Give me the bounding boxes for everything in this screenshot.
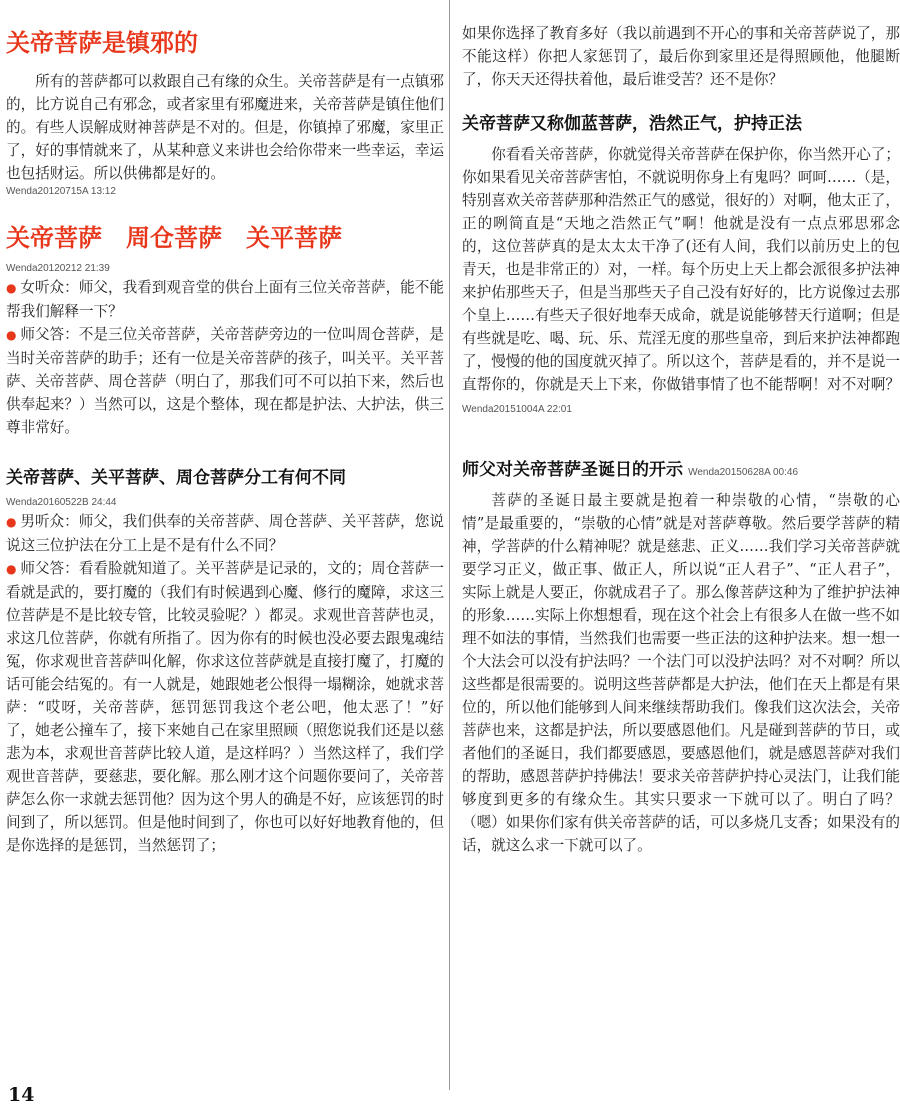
answer-paragraph: ● 师父答：不是三位关帝菩萨，关帝菩萨旁边的一位叫周仓菩萨，是当时关帝菩萨的助手；还有一位是关帝菩萨的孩子，叫关平。关平菩萨、关帝菩萨、周仓菩萨（明白了，那我们可不可以拍下来，然后也供奉起来？）当然可以，这是个整体，现在都是护法、大护法，供三尊非常好。 (6, 326, 444, 436)
section-title-birthday: 师父对关帝菩萨圣诞日的开示 (462, 460, 683, 480)
right-column (462, 0, 900, 857)
section-title-zhenxie: 关帝菩萨是镇邪的 (6, 29, 198, 57)
timestamp-2: Wenda20120212 21:39 (6, 263, 110, 274)
bullet-icon: ● (6, 562, 21, 576)
question-paragraph: ● 女听众：师父，我看到观音堂的供台上面有三位关帝菩萨，能不能帮我们解释一下？ (6, 279, 444, 320)
section-body-qielan: 你看看关帝菩萨，你就觉得关帝菩萨在保护你，你当然开心了；你如果看见关帝菩萨害怕，不就说明你身上有鬼吗？呵呵……（是，特别喜欢关帝菩萨那种浩然正气的感觉，很好的）对啊，他太正了，正的咧简直是“天地之浩然正气”啊！他就是没有一点点邪思邪念的，这位菩萨真的是太太太干净了(还有人间，我们以前历史上的包青天，也是非常正的）对，一样。每个历史上天上都会派很多护法神来护佑那些天子，但是当那些天子自己没有好好的，比方说像过去那个皇上……有些天子很好地奉天成命，就是说能够替天行道啊；但是有些就是吃、喝、玩、乐、荒淫无度的那些皇帝，到后来护法神都跑了，慢慢的他的国度就灭掉了。所以这个，菩萨是看的，并不是说一直帮你的，你就是天上下来，你做错事情了也不能帮啊！对不对啊？ Wenda20151004A 22:01 (462, 146, 900, 415)
timestamp-4: Wenda20151004A 22:01 (462, 404, 572, 415)
bullet-icon: ● (6, 515, 21, 529)
section-body-zhenxie: 所有的菩萨都可以救跟自己有缘的众生。关帝菩萨是有一点镇邪的，比方说自己有邪念，或者家里有邪魔进来，关帝菩萨是镇住他们的。有些人误解成财神菩萨是不对的。但是，你镇掉了邪魔，家里正了，好的事情就来了，从某种意义来讲也会给你带来一些幸运，幸运也包括财运。所以供佛都是好的。 (6, 73, 444, 182)
timestamp-1: Wenda20120715A 13:12 (6, 186, 116, 197)
section-body-birthday: 菩萨的圣诞日最主要就是抱着一种崇敬的心情，“崇敬的心情”是最重要的，“崇敬的心情”就是对菩萨尊敬。然后要学菩萨的精神，学菩萨的什么精神呢？就是慈悲、正义……我们学习关帝菩萨就要学习正义，做正事、做正人，所以说“正人君子”、“正人君子”，实际上就是人要正，你就成君子了。那么像菩萨这种为了维护护法神的形象……实际上你想想看，现在这个社会上有很多人在做一些不如理不如法的事情，当然我们也需要一些正法的这种护法来。想一想一个大法会可以没有护法吗？一个法门可以没护法吗？对不对啊？所以这些都是很需要的。说明这些菩萨都是大护法，他们在天上都是有果位的，所以他们能够到人间来继续帮助我们。像我们这次法会，关帝菩萨也来，这都是护法，所以要感恩他们。凡是碰到菩萨的节日，或者他们的圣诞日，我们都要感恩，要感恩他们，就是感恩菩萨对我们的帮助，感恩菩萨护持佛法！要求关帝菩萨护持心灵法门，让我们能够度到更多的有缘众生。其实只要求一下就可以了。明白了吗？（嗯）如果你们家有供关帝菩萨的话，可以多烧几支香；如果没有的话，就这么求一下就可以了。 (462, 492, 900, 854)
section-title-division-of-labor: 关帝菩萨、关平菩萨、周仓菩萨分工有何不同 (6, 468, 346, 488)
section-title-three-bodhisattvas: 关帝菩萨 周仓菩萨 关平菩萨 (6, 224, 342, 252)
bullet-icon: ● (6, 328, 21, 342)
bullet-icon: ● (6, 281, 21, 295)
left-column (6, 0, 444, 857)
question-paragraph: ● 男听众：师父，我们供奉的关帝菩萨、周仓菩萨、关平菩萨，您说说这三位护法在分工上是不是有什么不同？ (6, 513, 444, 554)
answer-paragraph: ● 师父答：看看脸就知道了。关平菩萨是记录的，文的；周仓菩萨一看就是武的，要打魔的（我们有时候遇到心魔、修行的魔障，求这三位菩萨是不是比较专管，比较灵验呢？）都灵。求观世音菩萨也灵，求这几位菩萨，你就有所指了。因为你有的时候也没必要去跟鬼魂结冤，你求观世音菩萨叫化解，你求这位菩萨就是直接打魔了，打魔的话可能会结冤的。有一人就是，她跟她老公恨得一塌糊涂，她就求菩萨：“哎呀，关帝菩萨，惩罚惩罚我这个老公吧，他太恶了！”好了，她老公撞车了，接下来她自己在家里照顾（照您说我们还是以慈悲为本，求观世音菩萨比较人道，是这样吗？）当然这样了，我们学观世音菩萨，要慈悲，要化解。那么刚才这个问题你要问了，关帝菩萨怎么你一求就去惩罚他？因为这个男人的确是不好，应该惩罚的时间到了，所以惩罚。但是他时间到了，你也可以好好地教育他的，但是你选择的是惩罚，当然惩罚了； (6, 560, 444, 854)
section-title-qielan: 关帝菩萨又称伽蓝菩萨，浩然正气，护持正法 (462, 114, 802, 134)
continued-paragraph: 如果你选择了教育多好（我以前遇到不开心的事和关帝菩萨说了，那不能这样）你把人家惩罚了，最后你到家里还是得照顾他，他腿断了，你天天还得扶着他，最后谁受苦？还不是你？ (462, 25, 900, 88)
column-divider (449, 0, 450, 1090)
timestamp-3: Wenda20160522B 24:44 (6, 497, 117, 508)
section-heading-birthday (462, 459, 900, 481)
page-number: 14 (8, 1084, 35, 1106)
timestamp-5: Wenda20150628A 00:46 (688, 467, 799, 478)
